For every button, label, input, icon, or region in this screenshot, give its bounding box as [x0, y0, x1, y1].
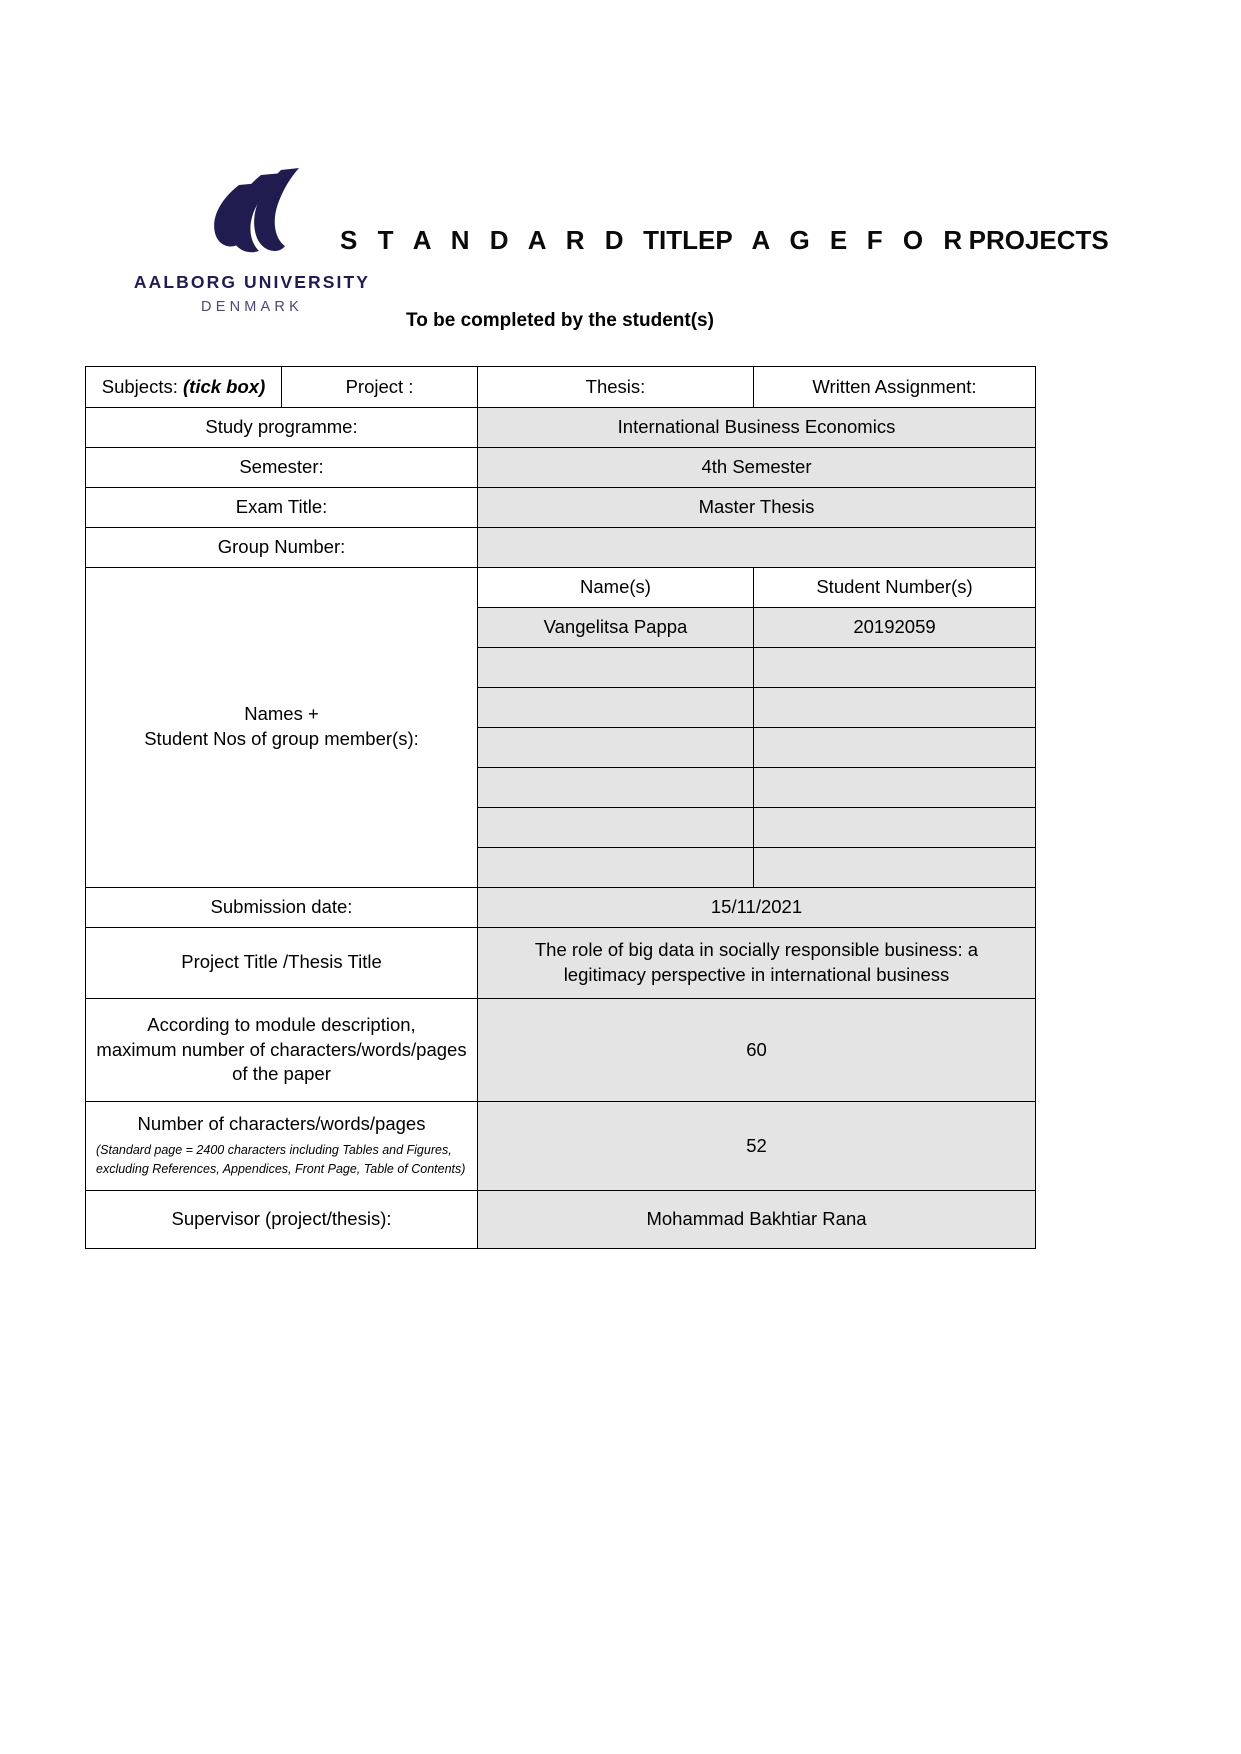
table-row-exam-title: [86, 487, 1036, 527]
label-max-pages: [86, 998, 478, 1102]
column-header-student-numbers: Student Number(s): [754, 567, 1036, 607]
value-exam-title[interactable]: Master Thesis: [478, 487, 1036, 527]
member-name[interactable]: Vangelitsa Pappa: [478, 607, 754, 647]
title-segment-projects: PROJECTS: [968, 225, 1109, 255]
member-name[interactable]: [478, 687, 754, 727]
member-number[interactable]: [754, 767, 1036, 807]
label-names-and-numbers: [86, 567, 478, 887]
page-title: [340, 225, 1109, 256]
title-page-form: [85, 366, 1036, 1249]
table-row-submission-date: [86, 887, 1036, 927]
label-exam-title: Exam Title:: [86, 487, 478, 527]
member-number[interactable]: 20192059: [754, 607, 1036, 647]
label-group-number: Group Number:: [86, 527, 478, 567]
value-study-programme[interactable]: International Business Economics: [478, 408, 1036, 448]
label-semester: Semester:: [86, 447, 478, 487]
value-semester[interactable]: 4th Semester: [478, 447, 1036, 487]
names-label-line2: Student Nos of group member(s):: [144, 728, 419, 750]
label-supervisor: Supervisor (project/thesis):: [86, 1190, 478, 1248]
member-name[interactable]: [478, 767, 754, 807]
table-row-project-title: [86, 927, 1036, 998]
member-number[interactable]: [754, 687, 1036, 727]
member-number[interactable]: [754, 727, 1036, 767]
label-number-pages: [86, 1102, 478, 1190]
member-name[interactable]: [478, 727, 754, 767]
page-header: [0, 150, 1241, 340]
page-subtitle: To be completed by the student(s): [406, 310, 714, 331]
member-name[interactable]: [478, 647, 754, 687]
table-row-group-number: [86, 527, 1036, 567]
cell-thesis-tickbox[interactable]: Thesis:: [478, 367, 754, 408]
number-pages-label: Number of characters/words/pages: [137, 1113, 426, 1135]
table-row-semester: [86, 447, 1036, 487]
value-supervisor[interactable]: Mohammad Bakhtiar Rana: [478, 1190, 1036, 1248]
table-row-number-pages: [86, 1102, 1036, 1190]
member-number[interactable]: [754, 847, 1036, 887]
label-study-programme: Study programme:: [86, 408, 478, 448]
title-segment-for: F O R: [866, 225, 969, 255]
cell-project-tickbox[interactable]: Project :: [282, 367, 478, 408]
aau-flame-logo-icon: [177, 165, 327, 260]
table-row-supervisor: [86, 1190, 1036, 1248]
title-segment-title: TITLE: [643, 225, 716, 255]
university-country: DENMARK: [201, 299, 303, 315]
subjects-label: Subjects:: [101, 375, 178, 397]
university-name: AALBORG UNIVERSITY: [133, 272, 371, 292]
title-segment-standard: S T A N D A R D: [340, 225, 631, 255]
max-pages-line2: maximum number of characters/words/pages: [96, 1038, 467, 1060]
label-submission-date: Submission date:: [86, 887, 478, 927]
value-project-title[interactable]: The role of big data in socially responsible business: a legitimacy perspective in international business: [478, 927, 1036, 998]
names-label-line1: Names +: [244, 703, 319, 725]
member-number[interactable]: [754, 807, 1036, 847]
value-max-pages[interactable]: 60: [478, 998, 1036, 1102]
title-segment-page: P A G E: [715, 225, 854, 255]
cell-subjects-label: [86, 367, 282, 408]
value-group-number[interactable]: [478, 527, 1036, 567]
table-row-max-pages: [86, 998, 1036, 1102]
number-pages-note: (Standard page = 2400 characters including Tables and Figures, excluding References, Appendices, Front Page, Table of Contents): [96, 1143, 466, 1176]
value-number-pages[interactable]: 52: [478, 1102, 1036, 1190]
tick-box-hint: (tick box): [183, 375, 266, 397]
table-row-subjects: [86, 367, 1036, 408]
table-row-study-programme: [86, 408, 1036, 448]
column-header-names: Name(s): [478, 567, 754, 607]
max-pages-line1: According to module description,: [147, 1013, 416, 1035]
value-submission-date[interactable]: 15/11/2021: [478, 887, 1036, 927]
member-name[interactable]: [478, 847, 754, 887]
table-row-members-header: [86, 567, 1036, 607]
member-name[interactable]: [478, 807, 754, 847]
label-project-title: Project Title /Thesis Title: [86, 927, 478, 998]
max-pages-line3: of the paper: [232, 1063, 331, 1085]
member-number[interactable]: [754, 647, 1036, 687]
cell-written-assignment-tickbox[interactable]: Written Assignment:: [754, 367, 1036, 408]
